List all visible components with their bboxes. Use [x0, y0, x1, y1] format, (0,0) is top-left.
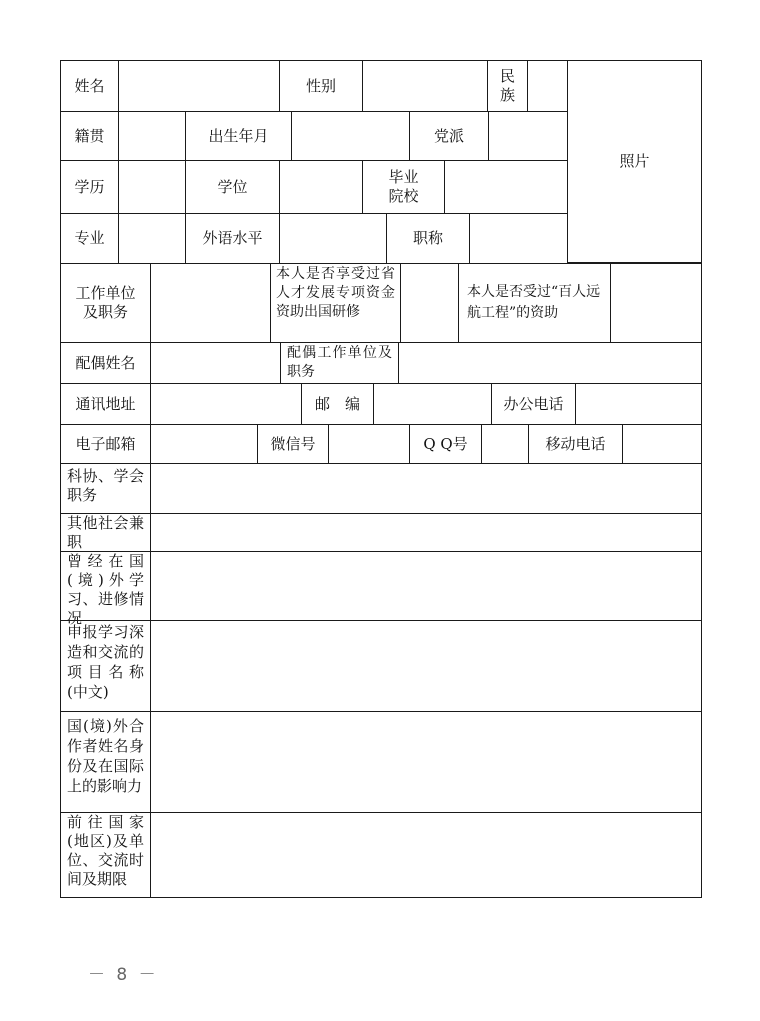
postcode-field[interactable]: [373, 383, 492, 425]
title-field[interactable]: [469, 213, 568, 264]
office-phone-label: 办公电话: [491, 383, 576, 425]
social-field[interactable]: [150, 513, 702, 552]
major-label: 专业: [60, 213, 119, 264]
native-place-field[interactable]: [118, 111, 186, 161]
destination-field[interactable]: [150, 812, 702, 898]
degree-label: 学位: [185, 160, 280, 214]
gender-label: 性别: [279, 60, 363, 112]
office-phone-field[interactable]: [575, 383, 702, 425]
hundred-label: 本人是否受过“百人远航工程”的资助: [458, 263, 611, 343]
work-unit-label: 工作单位及职务: [60, 263, 151, 343]
language-field[interactable]: [279, 213, 387, 264]
spouse-unit-label: 配偶工作单位及职务: [280, 342, 399, 384]
association-field[interactable]: [150, 463, 702, 514]
address-field[interactable]: [150, 383, 302, 425]
mobile-field[interactable]: [622, 424, 702, 464]
address-label: 通讯地址: [60, 383, 151, 425]
party-label: 党派: [409, 111, 489, 161]
postcode-label: 邮 编: [301, 383, 374, 425]
abroad-label: 曾经在国(境)外学习、进修情况: [60, 551, 151, 621]
spouse-unit-field[interactable]: [398, 342, 702, 384]
hundred-field[interactable]: [610, 263, 702, 343]
partner-label: 国(境)外合作者姓名身份及在国际上的影响力: [60, 711, 151, 813]
school-label: 毕业院校: [362, 160, 445, 214]
school-field[interactable]: [444, 160, 568, 214]
birth-field[interactable]: [291, 111, 410, 161]
party-field[interactable]: [488, 111, 568, 161]
page-number: － 8 －: [88, 965, 159, 985]
provincial-funding-field[interactable]: [400, 263, 459, 343]
major-field[interactable]: [118, 213, 186, 264]
project-label: 申报学习深造和交流的项目名称(中文): [60, 620, 151, 712]
birth-label: 出生年月: [185, 111, 292, 161]
social-label: 其他社会兼职: [60, 513, 151, 552]
name-label: 姓名: [60, 60, 119, 112]
work-unit-field[interactable]: [150, 263, 271, 343]
education-label: 学历: [60, 160, 119, 214]
qq-label: Q Q号: [409, 424, 482, 464]
qq-field[interactable]: [481, 424, 529, 464]
title-label: 职称: [386, 213, 470, 264]
mobile-label: 移动电话: [528, 424, 623, 464]
gender-field[interactable]: [362, 60, 488, 112]
wechat-label: 微信号: [257, 424, 329, 464]
native-place-label: 籍贯: [60, 111, 119, 161]
spouse-name-label: 配偶姓名: [60, 342, 151, 384]
project-field[interactable]: [150, 620, 702, 712]
destination-label: 前往国家(地区)及单位、交流时间及期限: [60, 812, 151, 898]
name-field[interactable]: [118, 60, 280, 112]
abroad-field[interactable]: [150, 551, 702, 621]
photo-box[interactable]: 照片: [567, 60, 702, 263]
degree-field[interactable]: [279, 160, 363, 214]
education-field[interactable]: [118, 160, 186, 214]
email-field[interactable]: [150, 424, 258, 464]
wechat-field[interactable]: [328, 424, 410, 464]
spouse-name-field[interactable]: [150, 342, 281, 384]
email-label: 电子邮箱: [60, 424, 151, 464]
association-label: 科协、学会职务: [60, 463, 151, 514]
language-label: 外语水平: [185, 213, 280, 264]
provincial-funding-label: 本人是否享受过省人才发展专项资金资助出国研修: [270, 263, 401, 343]
ethnicity-field[interactable]: [527, 60, 568, 112]
partner-field[interactable]: [150, 711, 702, 813]
ethnicity-label: 民族: [487, 60, 528, 112]
